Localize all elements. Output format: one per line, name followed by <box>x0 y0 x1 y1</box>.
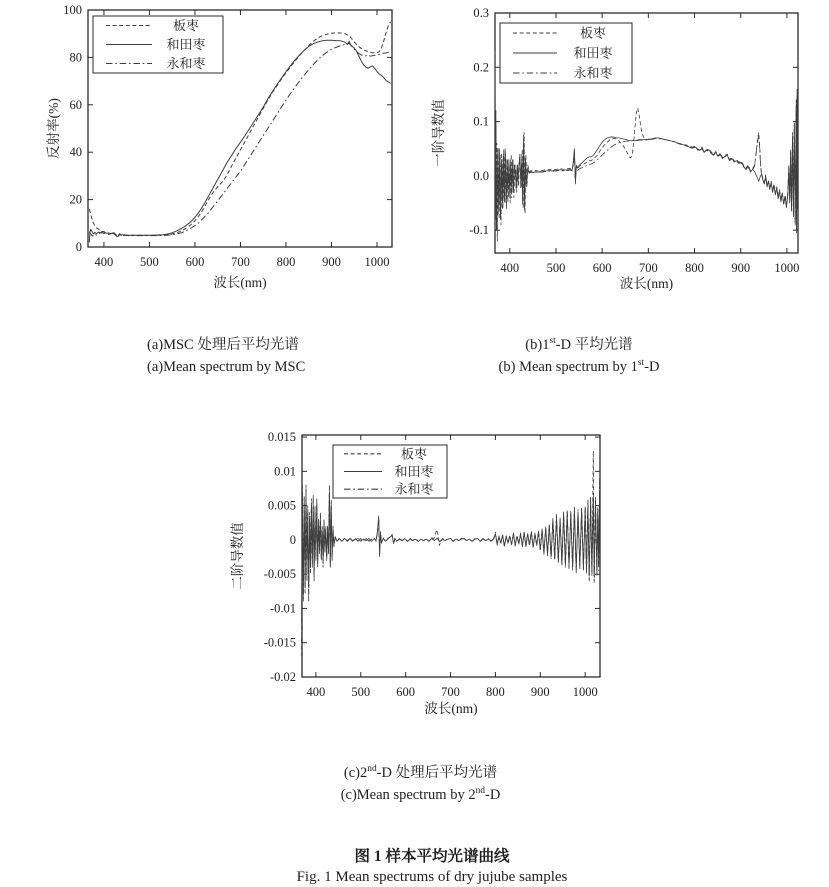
chart-a-canvas <box>0 0 415 300</box>
y-axis-title: 二阶导数值 <box>230 522 245 590</box>
x-tick-label: 1000 <box>364 255 390 269</box>
caption-b-en <box>464 356 694 378</box>
caption-c-en <box>313 784 528 806</box>
y-tick-label: -0.1 <box>469 223 489 238</box>
figure-caption <box>252 846 612 887</box>
y-tick-label: 0.0 <box>473 168 489 183</box>
y-tick-label: -0.02 <box>269 670 296 684</box>
x-tick-label: 400 <box>94 255 114 269</box>
caption-a-cn: (a)MSC 处理后平均光谱 <box>147 337 299 353</box>
y-tick-label: 0 <box>289 532 296 547</box>
y-axis-title: 反射率(%) <box>46 98 61 159</box>
caption-a-en: (a)Mean spectrum by MSC <box>147 359 306 375</box>
y-tick-label: -0.01 <box>269 601 296 616</box>
caption-b-cn <box>464 334 694 356</box>
x-tick-label: 500 <box>546 261 566 275</box>
caption-b-cn-pre: (b)1 <box>525 337 550 353</box>
legend-label-banzao: 板枣 <box>172 18 200 33</box>
x-tick-label: 800 <box>685 261 704 275</box>
x-tick-label: 700 <box>638 261 658 275</box>
y-tick-label: 0.01 <box>274 464 296 479</box>
y-tick-label: 100 <box>63 3 82 17</box>
chart-mean-spectrum-1st-derivative <box>415 0 829 300</box>
x-tick-label: 600 <box>185 255 205 269</box>
y-tick-label: 0 <box>75 240 82 254</box>
x-tick-label: 1000 <box>572 685 598 699</box>
chart-mean-spectrum-msc <box>0 0 415 300</box>
caption-c-en-post: -D <box>484 787 501 803</box>
y-tick-label: 0.2 <box>473 60 489 75</box>
x-tick-label: 900 <box>530 685 550 699</box>
caption-c-cn <box>313 762 528 784</box>
caption-c-en-sup: nd <box>475 786 485 797</box>
x-tick-label: 900 <box>731 261 751 275</box>
legend-label-banzao: 板枣 <box>579 25 607 41</box>
y-tick-label: 0.005 <box>267 498 296 513</box>
y-axis-title: 一阶导数值 <box>431 99 446 167</box>
x-tick-label: 500 <box>351 685 371 699</box>
x-tick-label: 700 <box>231 255 250 269</box>
figure-caption-cn: 图 1 样本平均光谱曲线 <box>354 848 510 865</box>
chart-b-canvas <box>415 0 829 300</box>
x-axis-title: 波长(nm) <box>619 276 674 291</box>
caption-a <box>147 334 305 378</box>
caption-b-cn-post: -D 平均光谱 <box>555 337 633 353</box>
x-tick-label: 1000 <box>774 261 800 275</box>
legend-label-yonghe: 永和枣 <box>166 56 206 71</box>
legend-label-hetian: 和田枣 <box>394 464 434 479</box>
caption-b <box>464 334 694 378</box>
caption-c-cn-pre: (c)2 <box>343 765 368 781</box>
legend-label-yonghe: 永和枣 <box>394 481 434 497</box>
y-tick-label: 0.1 <box>473 114 489 129</box>
x-tick-label: 800 <box>486 685 505 699</box>
chart-mean-spectrum-2nd-derivative <box>230 420 650 740</box>
caption-c <box>313 762 528 806</box>
y-tick-label: 0.015 <box>267 430 296 445</box>
x-tick-label: 600 <box>592 261 612 275</box>
legend-label-yonghe: 永和枣 <box>573 65 613 81</box>
chart-c-canvas <box>230 420 650 740</box>
x-tick-label: 700 <box>441 685 460 699</box>
y-tick-label: 40 <box>69 145 82 160</box>
y-tick-label: -0.015 <box>263 635 296 650</box>
x-axis-title: 波长(nm) <box>213 275 267 290</box>
figure-caption-en: Fig. 1 Mean spectrums of dry jujube samples <box>296 869 568 885</box>
x-tick-label: 600 <box>396 685 416 699</box>
y-tick-label: -0.005 <box>263 567 296 582</box>
legend-label-hetian: 和田枣 <box>573 45 613 61</box>
series-hetian-line <box>495 67 798 233</box>
caption-b-en-sup: st <box>637 358 645 369</box>
legend-label-hetian: 和田枣 <box>166 37 206 52</box>
legend-label-banzao: 板枣 <box>400 446 428 462</box>
x-tick-label: 900 <box>322 255 341 269</box>
series-yonghe-line <box>302 478 600 643</box>
x-tick-label: 500 <box>140 255 159 269</box>
y-tick-label: 60 <box>69 97 82 112</box>
x-tick-label: 400 <box>500 261 520 275</box>
caption-b-en-pre: (b) Mean spectrum by 1 <box>498 359 638 375</box>
x-axis-title: 波长(nm) <box>424 701 478 716</box>
caption-b-cn-sup: st <box>549 336 556 347</box>
caption-c-cn-sup: nd <box>367 764 377 775</box>
y-tick-label: 80 <box>69 50 82 65</box>
x-tick-label: 800 <box>276 255 296 269</box>
series-yonghe-line <box>495 67 798 230</box>
y-tick-label: 20 <box>69 192 82 207</box>
x-tick-label: 400 <box>306 685 326 699</box>
caption-b-en-post: -D <box>644 359 660 375</box>
caption-c-cn-post: -D 处理后平均光谱 <box>376 765 498 781</box>
y-tick-label: 0.3 <box>473 6 489 20</box>
caption-c-en-pre: (c)Mean spectrum by 2 <box>340 787 476 803</box>
